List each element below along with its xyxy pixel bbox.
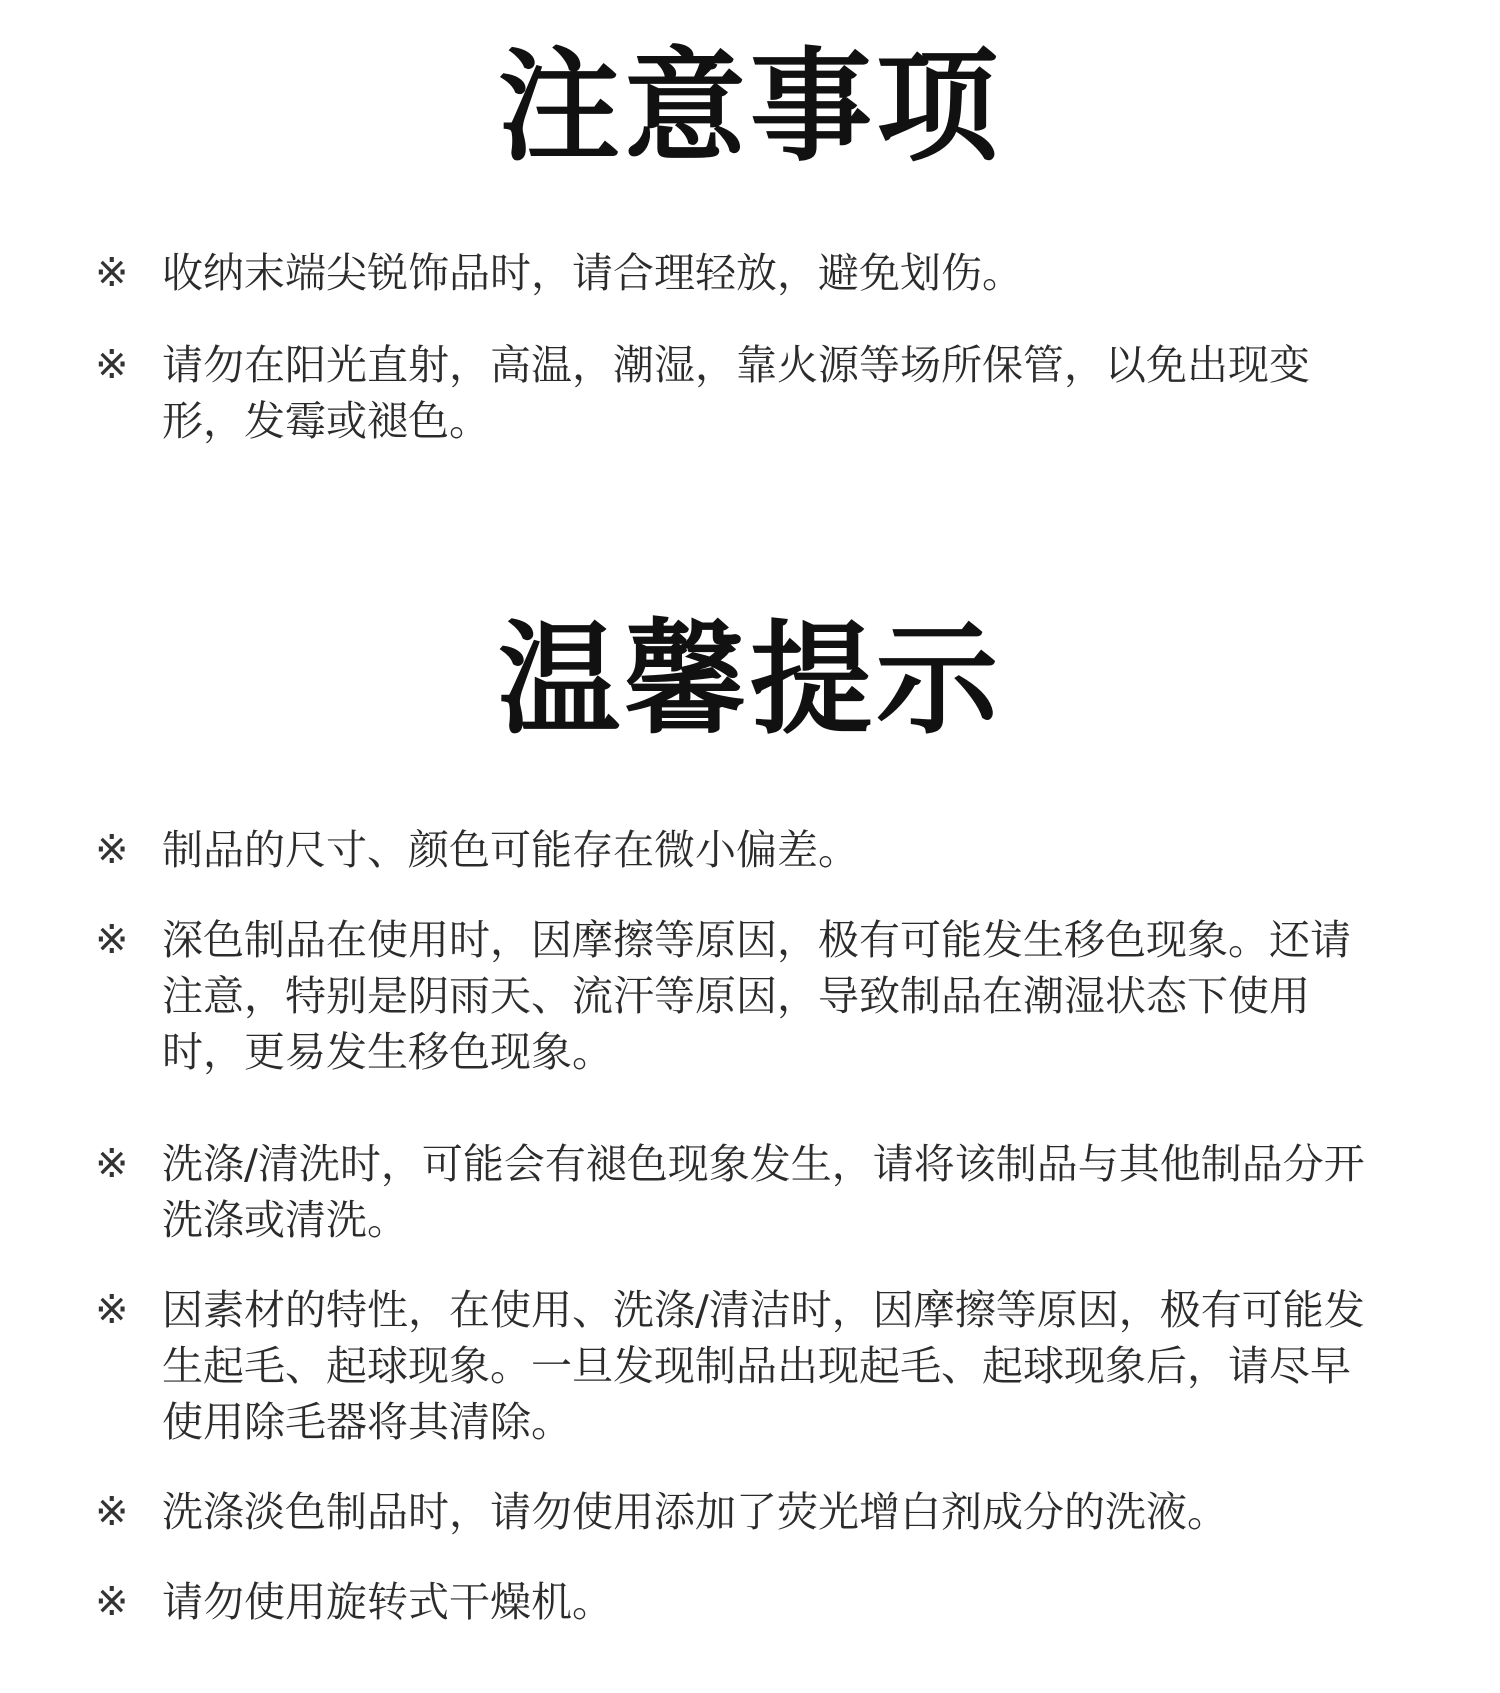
tips-item [95, 822, 1385, 878]
tips-item-text: 洗涤淡色制品时，请勿使用添加了荧光增白剂成分的洗液。 [162, 1488, 1228, 1536]
reference-mark-icon: ※ [95, 250, 129, 296]
reference-mark-icon: ※ [95, 342, 129, 388]
tips-item-text: 洗涤/清洗时，可能会有褪色现象发生，请将该制品与其他制品分开洗涤或清洗。 [162, 1140, 1365, 1244]
notes-item [95, 337, 1385, 449]
tips-item-text: 深色制品在使用时，因摩擦等原因，极有可能发生移色现象。还请注意，特别是阴雨天、流汗等原因，导致制品在潮湿状态下使用时，更易发生移色现象。 [162, 916, 1351, 1076]
reference-mark-icon: ※ [95, 1287, 129, 1333]
reference-mark-icon: ※ [95, 917, 129, 963]
tips-item [95, 1574, 1385, 1630]
reference-mark-icon: ※ [95, 1141, 129, 1187]
tips-list [95, 822, 1385, 1630]
tips-item [95, 1282, 1385, 1450]
tips-item-text: 请勿使用旋转式干燥机。 [162, 1578, 613, 1626]
reference-mark-icon: ※ [95, 1489, 129, 1535]
notes-item-text: 收纳末端尖锐饰品时，请合理轻放，避免划伤。 [162, 249, 1023, 297]
notes-item-text: 请勿在阳光直射，高温，潮湿，靠火源等场所保管，以免出现变形，发霉或褪色。 [162, 341, 1310, 445]
tips-item [95, 1484, 1385, 1540]
reference-mark-icon: ※ [95, 1579, 129, 1625]
section-title-tips: 温馨提示 [498, 609, 1002, 751]
tips-item-text: 因素材的特性，在使用、洗涤/清洁时，因摩擦等原因，极有可能发生起毛、起球现象。一旦发现制品出现起毛、起球现象后，请尽早使用除毛器将其清除。 [162, 1286, 1365, 1446]
notes-list [95, 245, 1385, 449]
section-title-notes: 注意事项 [498, 36, 1002, 178]
tips-item [95, 912, 1385, 1080]
notes-item [95, 245, 1385, 301]
reference-mark-icon: ※ [95, 827, 129, 873]
tips-item [95, 1136, 1385, 1248]
tips-item-text: 制品的尺寸、颜色可能存在微小偏差。 [162, 826, 859, 874]
